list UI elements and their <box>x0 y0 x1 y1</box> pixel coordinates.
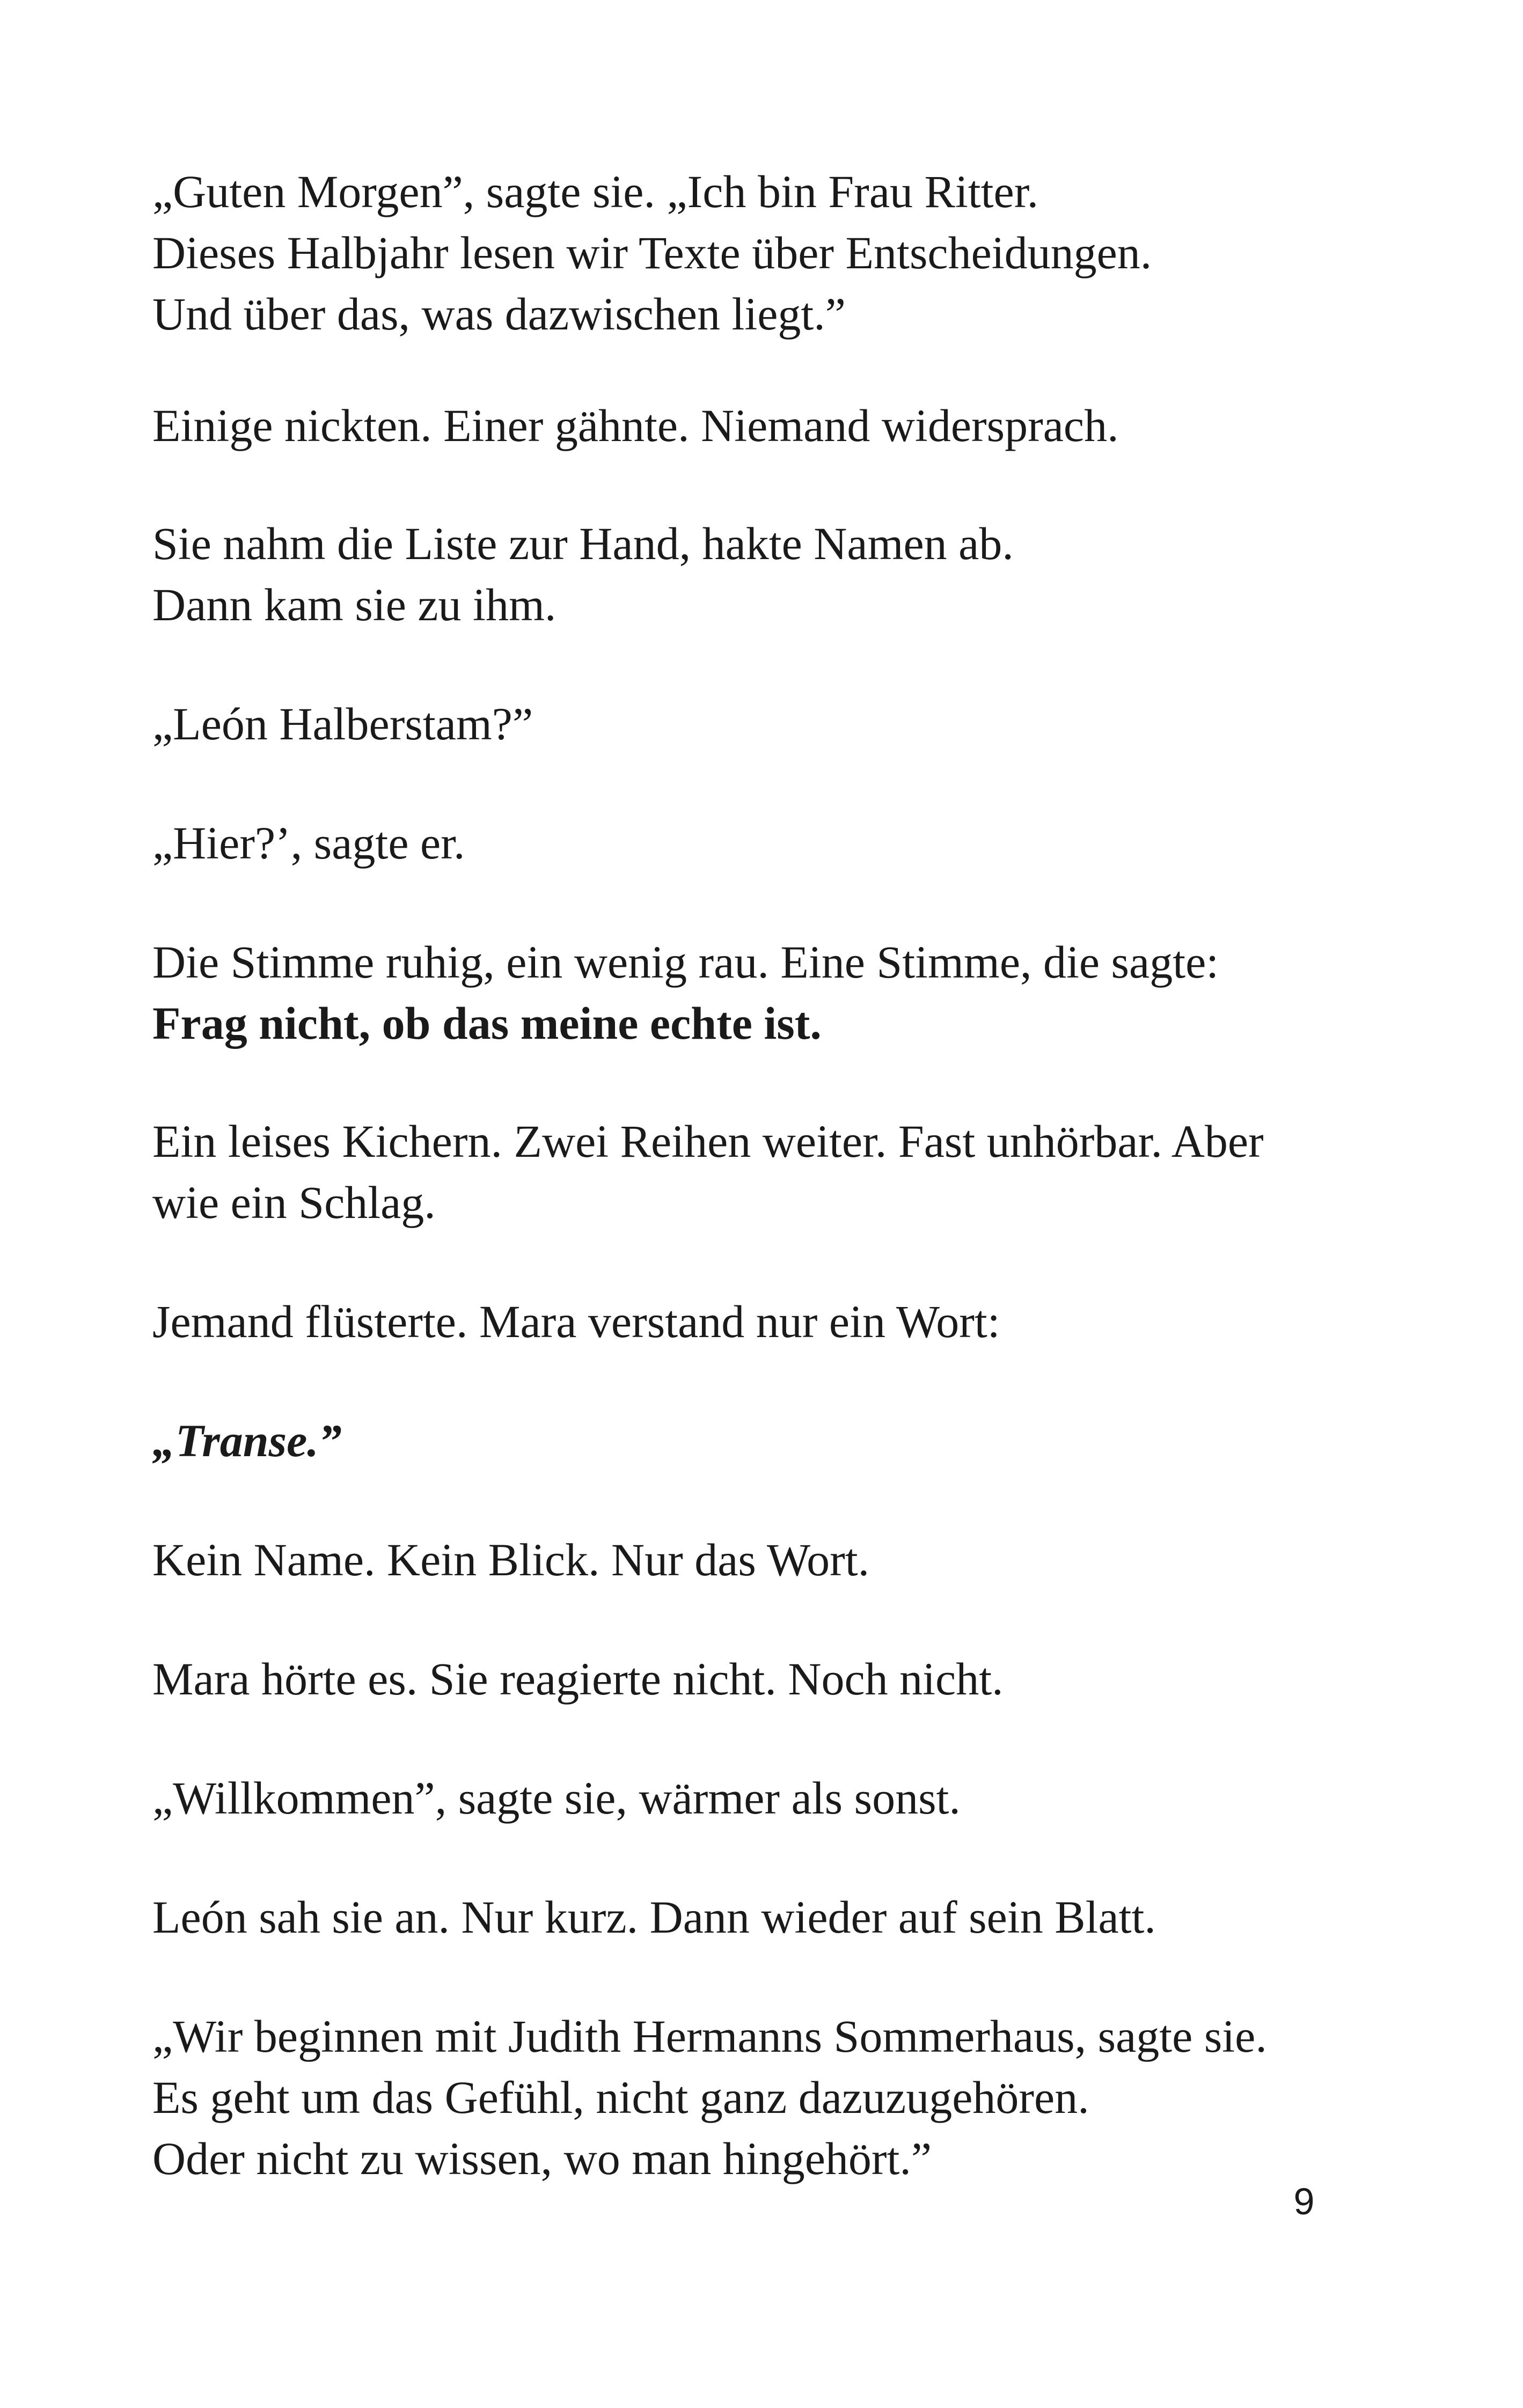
text-line: Kein Name. Kein Blick. Nur das Wort. <box>152 1534 870 1585</box>
paragraph-whisper <box>152 1291 1000 1352</box>
paragraph-mara-heard <box>152 1648 1004 1709</box>
text-line: wie ein Schlag. <box>152 1177 436 1228</box>
paragraph-roll-call <box>152 513 1014 635</box>
text-line: „León Halberstam?” <box>152 698 533 750</box>
paragraph-word-emphasis <box>152 1410 342 1471</box>
paragraph-no-name <box>152 1529 869 1590</box>
text-line: Dieses Halbjahr lesen wir Texte über Entscheidungen. <box>152 227 1152 278</box>
text-line: „Transe.” <box>152 1415 342 1466</box>
paragraph-name-call <box>152 693 533 754</box>
text-line: Es geht um das Gefühl, nicht ganz dazuzugehören. <box>152 2072 1089 2123</box>
text-line: „Willkommen”, sagte sie, wärmer als sonst. <box>152 1772 961 1824</box>
text-line: Sie nahm die Liste zur Hand, hakte Namen ab. <box>152 518 1014 569</box>
paragraph-emphasis-bold <box>152 993 822 1054</box>
paragraph-welcome <box>152 1767 961 1829</box>
text-line: Oder nicht zu wissen, wo man hingehört.” <box>152 2133 932 2184</box>
text-line: Frag nicht, ob das meine echte ist. <box>152 997 822 1049</box>
paragraph-reaction <box>152 395 1119 456</box>
text-line: Die Stimme ruhig, ein wenig rau. Eine Stimme, die sagte: <box>152 936 1219 988</box>
text-line: Ein leises Kichern. Zwei Reihen weiter. Fast unhörbar. Aber <box>152 1115 1264 1167</box>
paragraph-greeting <box>152 161 1152 344</box>
text-line: „Wir beginnen mit Judith Hermanns Sommerhaus, sagte sie. <box>152 2010 1267 2062</box>
page-number: 9 <box>1293 2181 1315 2222</box>
paragraph-leon-looked <box>152 1886 1156 1948</box>
text-line: „Guten Morgen”, sagte sie. „Ich bin Frau Ritter. <box>152 166 1039 217</box>
text-line: Dann kam sie zu ihm. <box>152 579 557 630</box>
text-line: Mara hörte es. Sie reagierte nicht. Noch nicht. <box>152 1653 1004 1705</box>
paragraph-giggle <box>152 1111 1264 1233</box>
text-line: Jemand flüsterte. Mara verstand nur ein Wort: <box>152 1296 1000 1347</box>
paragraph-answer <box>152 812 465 873</box>
text-line: León sah sie an. Nur kurz. Dann wieder auf sein Blatt. <box>152 1891 1156 1943</box>
paragraph-voice <box>152 931 1219 993</box>
text-line: „Hier?’, sagte er. <box>152 817 465 869</box>
paragraph-begin <box>152 2006 1267 2189</box>
text-line: Und über das, was dazwischen liegt.” <box>152 288 846 340</box>
text-line: Einige nickten. Einer gähnte. Niemand widersprach. <box>152 400 1119 451</box>
